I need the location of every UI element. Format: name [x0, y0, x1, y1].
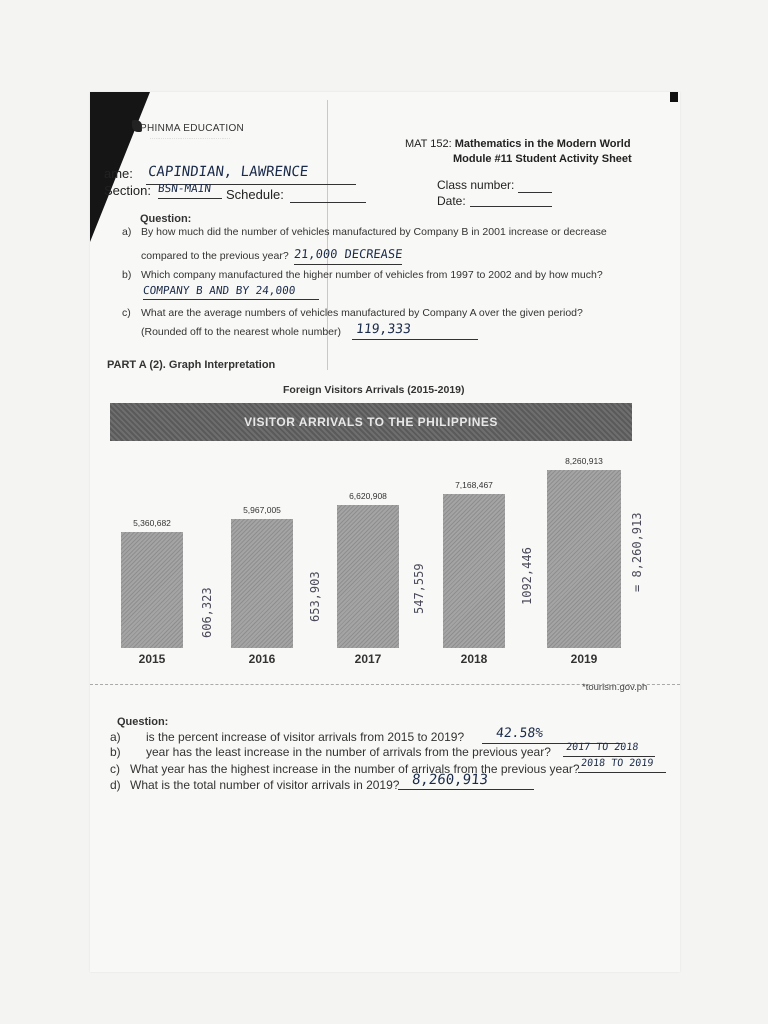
question-c-line2: (Rounded off to the nearest whole number)	[141, 326, 342, 338]
date-line	[470, 206, 552, 207]
answer-c-line	[352, 339, 478, 340]
course-heading	[405, 138, 631, 150]
answer-2b-line	[563, 756, 655, 757]
date-label: Date:	[437, 194, 466, 208]
org-name: PHINMA EDUCATION	[140, 123, 245, 134]
scan-shadow-mark	[670, 92, 678, 102]
name-value: CAPINDIAN, LAWRENCE	[147, 164, 309, 180]
module-title: Module #11 Student Activity Sheet	[453, 153, 632, 165]
org-tagline: ············································	[150, 136, 231, 141]
bar-2016	[231, 519, 293, 648]
answer-c: 119,333	[355, 322, 412, 337]
answer-2a: 42.58%	[495, 726, 544, 741]
course-code: MAT 152:	[405, 138, 452, 150]
q2-b-text: year has the least increase in the number of arrivals from the previous year?	[146, 745, 551, 759]
schedule-label: Schedule:	[226, 187, 284, 202]
question-a-line2: compared to the previous year?	[141, 250, 289, 262]
data-label-2018: 7,168,467	[455, 479, 493, 490]
class-number-line	[518, 192, 552, 193]
name-label: ame:	[104, 166, 133, 181]
schedule-line	[290, 202, 366, 203]
handwritten-diff-3: 547,559	[412, 563, 426, 614]
section-value: BSN-MAIN	[157, 182, 212, 195]
question-heading-1: Question:	[140, 213, 192, 225]
chart-title-banner: VISITOR ARRIVALS TO THE PHILIPPINES	[110, 403, 632, 441]
bar-2018	[443, 494, 505, 648]
answer-b-line	[143, 299, 319, 300]
year-label-2018: 2018	[460, 652, 488, 666]
answer-b: COMPANY B AND BY 24,000	[142, 284, 297, 297]
data-label-2015: 5,360,682	[133, 518, 171, 529]
answer-a: 21,000 DECREASE	[293, 247, 404, 261]
question-a-line1: By how much did the number of vehicles manufactured by Company B in 2001 increase or decrease	[141, 226, 607, 238]
handwritten-diff-1: 606,323	[200, 587, 214, 638]
question-a-letter: a)	[122, 226, 132, 238]
q2-b-letter: b)	[110, 745, 121, 759]
data-label-2016: 5,967,005	[243, 505, 281, 516]
year-label-2017: 2017	[354, 652, 382, 666]
q2-d-letter: d)	[110, 778, 121, 792]
class-number-label: Class number:	[437, 178, 515, 192]
year-label-2019: 2019	[570, 652, 598, 666]
year-label-2016: 2016	[248, 652, 276, 666]
handwritten-diff-4: 1092,446	[520, 547, 534, 605]
bar-2017	[337, 505, 399, 648]
question-b-letter: b)	[122, 269, 132, 281]
handwritten-diff-2: 653,903	[308, 571, 322, 622]
q2-a-letter: a)	[110, 730, 121, 744]
source-note: *tourism.gov.ph	[582, 682, 648, 693]
q2-d-text: What is the total number of visitor arrivals in 2019?	[130, 778, 400, 792]
bar-2015	[121, 532, 183, 648]
question-heading-2: Question:	[117, 716, 169, 728]
answer-2b: 2017 TO 2018	[565, 742, 639, 753]
answer-2c-line	[578, 772, 666, 773]
chart-caption: Foreign Visitors Arrivals (2015-2019)	[283, 384, 465, 396]
question-c-letter: c)	[122, 307, 131, 319]
q2-c-text: What year has the highest increase in the number of arrivals from the previous year?	[130, 762, 580, 776]
answer-a-line	[294, 264, 402, 265]
q2-c-letter: c)	[110, 762, 120, 776]
bar-2019	[547, 470, 621, 648]
year-label-2015: 2015	[138, 652, 166, 666]
data-label-2019: 8,260,913	[565, 456, 603, 466]
handwritten-diff-5: = 8,260,913	[630, 512, 644, 592]
answer-2d: 8,260,913	[411, 772, 489, 788]
section-line	[158, 198, 222, 199]
section-label: Section:	[104, 183, 151, 198]
part-a2-heading: PART A (2). Graph Interpretation	[107, 359, 276, 371]
answer-2d-line	[398, 789, 534, 790]
data-label-2017: 6,620,908	[349, 491, 387, 502]
q2-a-text: is the percent increase of visitor arrivals from 2015 to 2019?	[146, 730, 465, 744]
question-c-line1: What are the average numbers of vehicles manufactured by Company A over the given period?	[141, 307, 583, 319]
question-b-line1: Which company manufactured the higher number of vehicles from 1997 to 2002 and by how much?	[141, 269, 603, 281]
answer-2c: 2018 TO 2019	[580, 758, 654, 769]
course-title: Mathematics in the Modern World	[454, 138, 631, 150]
